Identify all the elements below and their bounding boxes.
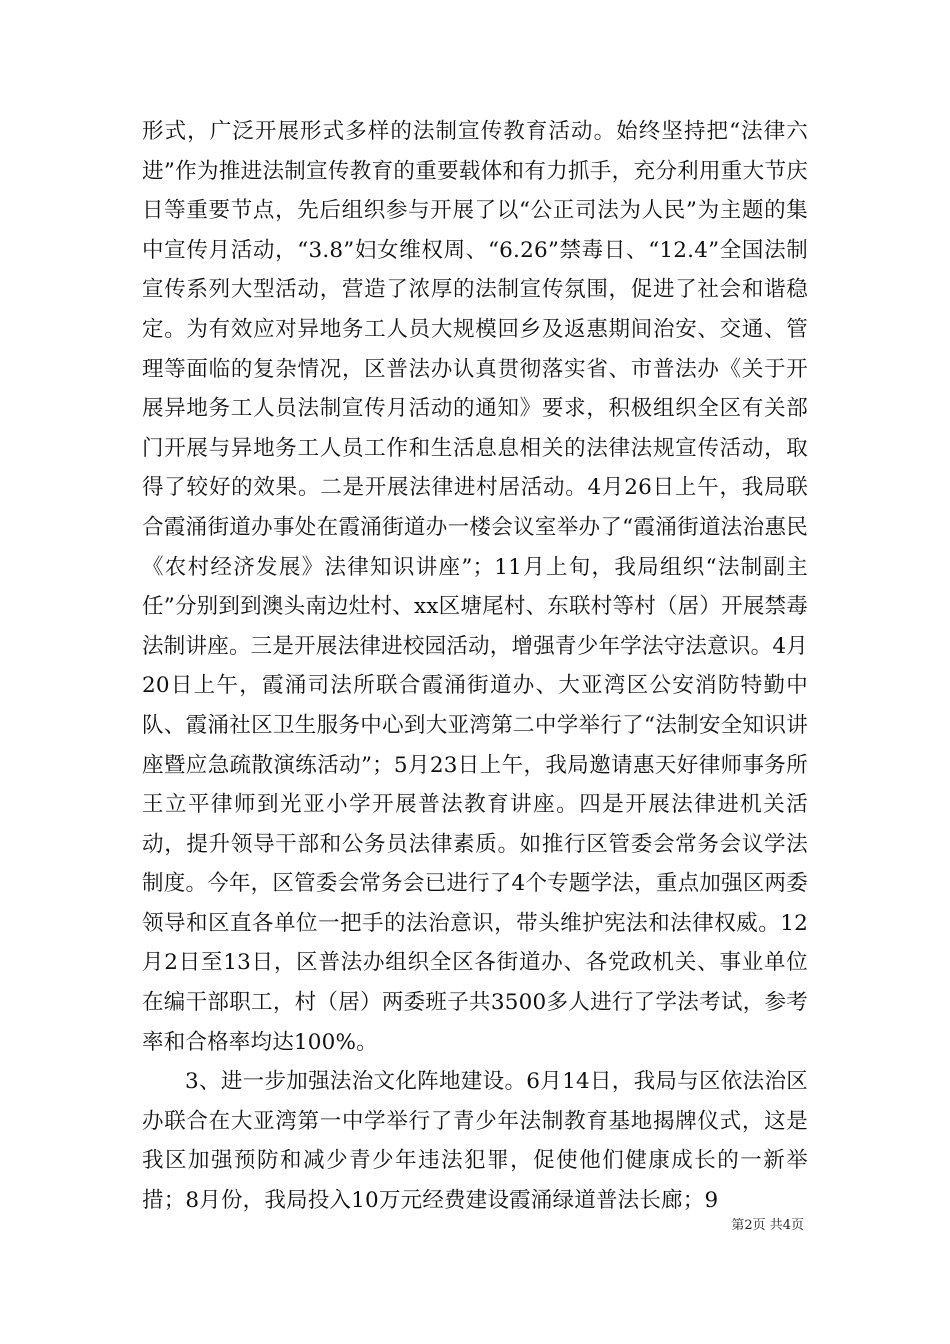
body-paragraph: 形式，广泛开展形式多样的法制宣传教育活动。始终坚持把“法律六进”作为推进法制宣传教育的重要载体和有力抓手，充分利用重大节庆日等重要节点，先后组织参与开展了以“公正司法为人民”为主题的集中宣传月活动，“3.8”妇女维权周、“6.26”禁毒日、“12.4”全国法制宣传系列大型活动，营造了浓厚的法制宣传氛围，促进了社会和谐稳定。为有效应对异地务工人员大规模回乡及返惠期间治安、交通、管理等面临的复杂情况，区普法办认真贯彻落实省、市普法办《关于开展异地务工人员法制宣传月活动的通知》要求，积极组织全区有关部门开展与异地务工人员工作和生活息息相关的法律法规宣传活动，取得了较好的效果。二是开展法律进村居活动。4月26日上午，我局联合霞涌街道办事处在霞涌街道办一楼会议室举办了“霞涌街道法治惠民《农村经济发展》法律知识讲座”；11月上旬，我局组织“法制副主任”分别到到澳头南边灶村、xx区塘尾村、东联村等村（居）开展禁毒法制讲座。三是开展法律进校园活动，增强青少年学法守法意识。4月20日上午，霞涌司法所联合霞涌街道办、大亚湾区公安消防特勤中队、霞涌社区卫生服务中心到大亚湾第二中学举行了“法制安全知识讲座暨应急疏散演练活动”；5月23日上午，我局邀请惠天好律师事务所王立平律师到光亚小学开展普法教育讲座。四是开展法律进机关活动，提升领导干部和公务员法律素质。如推行区管委会常务会议学法制度。今年，区管委会常务会已进行了4个专题学法，重点加强区两委领导和区直各单位一把手的法治意识，带头维护宪法和法律权威。12月2日至13日，区普法办组织全区各街道办、各党政机关、事业单位在编干部职工，村（居）两委班子共3500多人进行了学法考试，参考率和合格率均达100%。	[142, 119, 808, 1055]
document-body	[142, 112, 808, 1221]
body-paragraph: 3、进一步加强法治文化阵地建设。6月14日，我局与区依法治区办联合在大亚湾第一中学举行了青少年法制教育基地揭牌仪式，这是我区加强预防和减少青少年违法犯罪，促使他们健康成长的一新举措；8月份，我局投入10万元经费建设霞涌绿道普法长廊；9	[142, 1069, 808, 1214]
page-number: 第2页 共4页	[731, 1218, 804, 1233]
